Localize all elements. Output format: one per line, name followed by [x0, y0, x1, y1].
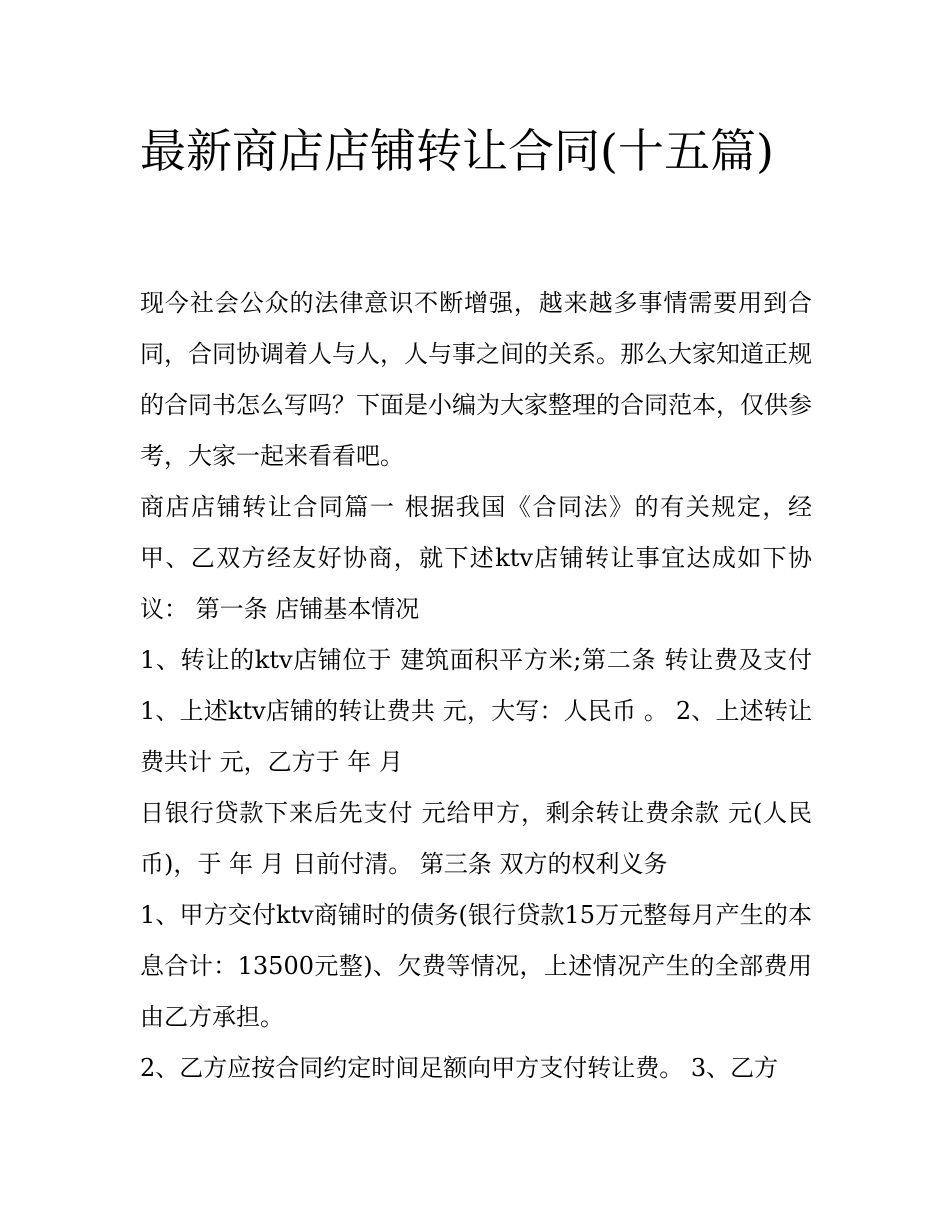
clause-payment-paragraph: 日银行贷款下来后先支付 元给甲方，剩余转让费余款 元(人民币)，于 年 月 日前付清。 第三条 双方的权利义务 — [140, 799, 812, 878]
clause-transfer-fee-paragraph: 1、转让的ktv店铺位于 建筑面积平方米;第二条 转让费及支付1、上述ktv店铺的转让费共 元，大写：人民币 。 2、上述转让费共计 元，乙方于 年 月 — [140, 646, 812, 776]
document-title: 最新商店店铺转让合同(十五篇) — [140, 124, 774, 178]
clause-obligation-paragraph: 2、乙方应按合同约定时间足额向甲方支付转让费。 3、乙方 — [140, 1054, 779, 1082]
document-body — [140, 278, 812, 1094]
intro-paragraph: 现今社会公众的法律意识不断增强，越来越多事情需要用到合同，合同协调着人与人，人与事之间的关系。那么大家知道正规的合同书怎么写吗？下面是小编为大家整理的合同范本，仅供参考，大家一起来看看吧。 — [140, 289, 812, 470]
clause-debt-paragraph: 1、甲方交付ktv商铺时的债务(银行贷款15万元整每月产生的本息合计：13500元整)、欠费等情况，上述情况产生的全部费用由乙方承担。 — [140, 901, 812, 1031]
contract-intro-paragraph: 商店店铺转让合同篇一 根据我国《合同法》的有关规定，经甲、乙双方经友好协商，就下述ktv店铺转让事宜达成如下协议： 第一条 店铺基本情况 — [140, 493, 812, 623]
